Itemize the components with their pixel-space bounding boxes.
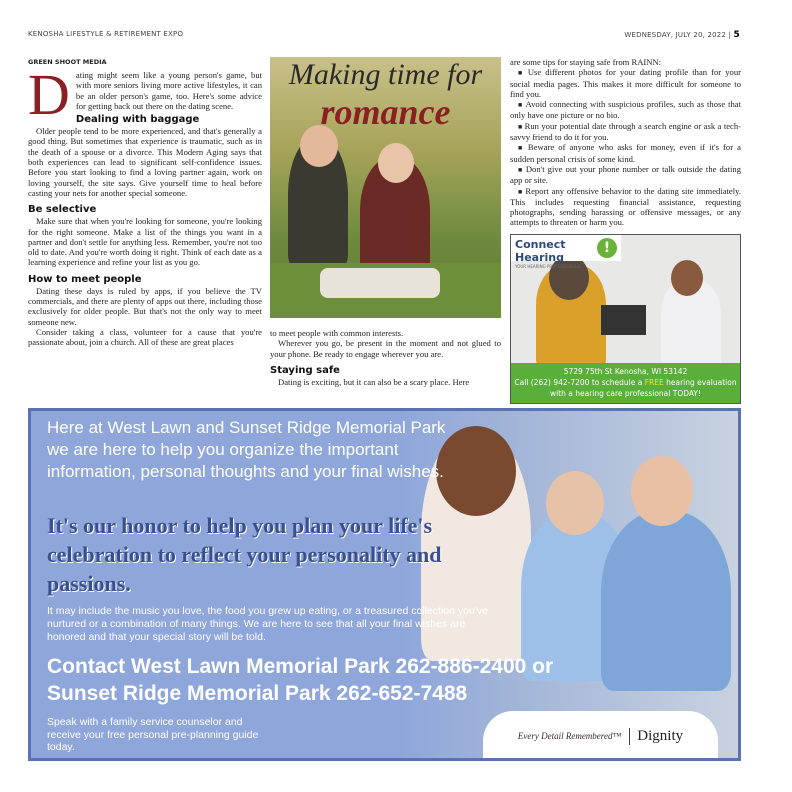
heading-safe: Staying safe xyxy=(270,364,340,376)
byline: GREEN SHOOT MEDIA xyxy=(28,58,107,66)
separator: | xyxy=(728,31,732,39)
ad-honor-headline: It's our honor to help you plan your life's celebration to reflect your personality and passions. xyxy=(47,513,442,596)
tip-item: ■ Beware of anyone who asks for money, even if it's for a sudden personal crisis of some kind. xyxy=(510,142,741,164)
heading-selective: Be selective xyxy=(28,204,97,216)
address: 5729 75th St Kenosha, WI 53142 xyxy=(563,367,688,376)
call-line xyxy=(511,377,740,388)
ad-body-text: It may include the music you love, the food you grew up eating, or a treasured collection you've nurtured or a combination of many things. We are here to see that all your final wishes are honored and that your special story will be told. xyxy=(47,605,488,643)
tip-item: ■ Don't give out your phone number or talk outside the dating app or site. xyxy=(510,164,741,186)
article-column-1 xyxy=(28,58,262,348)
photo-title-line2: romance xyxy=(320,92,451,132)
ad-speak-text: Speak with a family service counselor and receive your free personal pre-planning guide today. xyxy=(47,716,259,753)
paragraph: Dating these days is ruled by apps, if you believe the TV commercials, and there are plenty of apps out there, including those exclusively for older people. But that's not the only way to meet someone new. xyxy=(28,285,262,327)
paragraph: Wherever you go, be present in the moment and not glued to your phone. Be ready to engage wherever you are. xyxy=(270,338,501,359)
tip-item: ■ Use different photos for your dating profile than for your social media pages. This makes it more difficult for someone to find you. xyxy=(510,67,741,99)
article-column-3 xyxy=(510,57,741,228)
slogan: Every Detail Remembered™ xyxy=(517,731,622,741)
call-line-3: with a hearing care professional TODAY! xyxy=(549,389,702,398)
hearing-ad-info xyxy=(511,363,740,403)
photo-title-line1: Making time for xyxy=(288,58,483,91)
page-number: 5 xyxy=(733,30,740,40)
exclamation-logo-icon: ! xyxy=(597,238,617,258)
brand-tagline: YOUR HEARING PROFESSIONALS xyxy=(515,264,581,269)
connect-hearing-ad[interactable] xyxy=(510,234,741,404)
article-column-2 xyxy=(270,328,501,387)
dignity-brand: Dignity xyxy=(629,728,683,745)
paragraph: Older people tend to be more experienced, and that's generally a good thing. But sometimes that experience is traumatic, such as in the death of a spouse or a divorce. This Modern Aging says that both experiences can lead to significant self-confidence issues. Before you start looking to find a loving partner again, work on loving yourself, the site says. Give yourself time to heal before casting your nets for another special someone. xyxy=(28,126,262,198)
heading-baggage: Dealing with baggage xyxy=(75,114,200,126)
paragraph: Dating is exciting, but it can also be a scary place. Here xyxy=(278,376,470,387)
heading-meet: How to meet people xyxy=(28,273,142,285)
ad-lead-text: Here at West Lawn and Sunset Ridge Memorial Park we are here to help you organize the important information, personal thoughts and your final wishes. xyxy=(47,418,446,481)
brand-name: Connect Hearing xyxy=(515,238,566,264)
intro-paragraph: ating might seem like a young person's game, but with more seniors living more active lifestyles, it can be an older person's game, too. Here's some advice for getting back out there on the dating scene. xyxy=(75,70,262,111)
drop-cap: D xyxy=(28,62,70,127)
call-text: Call (262) 942-7200 to schedule a xyxy=(514,378,645,387)
contact-west-lawn: Contact West Lawn Memorial Park 262-886-2400 or xyxy=(47,655,554,678)
call-text: hearing evaluation xyxy=(663,378,737,387)
date-page-header xyxy=(624,30,740,40)
issue-date: WEDNESDAY, JULY 20, 2022 xyxy=(624,31,727,39)
paragraph: Make sure that when you're looking for someone, you're looking for the right someone. Make a list of the things you want in a partner and don't settle for anything less. Remember, you're not too old to date. And you're worth doing it right. Think of each date as a learning experience and refine your list as you go. xyxy=(28,216,262,268)
tip-item: ■ Run your potential date through a search engine or ask a tech-savvy friend to do it for you. xyxy=(510,121,741,143)
ad-contact xyxy=(47,653,687,707)
tip-item: ■ Avoid connecting with suspicious profiles, such as those that only have one picture or no bio. xyxy=(510,99,741,121)
paragraph: Consider taking a class, volunteer for a cause that you're passionate about, join a church. All of these are great places xyxy=(28,326,262,348)
paragraph: are some tips for staying safe from RAINN: xyxy=(510,57,662,67)
romance-photo xyxy=(270,57,501,318)
free-text: FREE xyxy=(644,378,664,387)
contact-sunset-ridge: Sunset Ridge Memorial Park 262-652-7488 xyxy=(47,682,468,705)
section-header: KENOSHA LIFESTYLE & RETIREMENT EXPO xyxy=(28,30,184,38)
tip-item: ■ Report any offensive behavior to the dating site immediately. This includes requesting financial assistance, requesting photographs, sending harassing or offensive messages, or any attempts to threaten or harm you. xyxy=(510,186,741,228)
paragraph: to meet people with common interests. xyxy=(270,328,404,338)
memorial-park-ad[interactable] xyxy=(28,408,741,761)
dignity-logo xyxy=(483,711,718,761)
